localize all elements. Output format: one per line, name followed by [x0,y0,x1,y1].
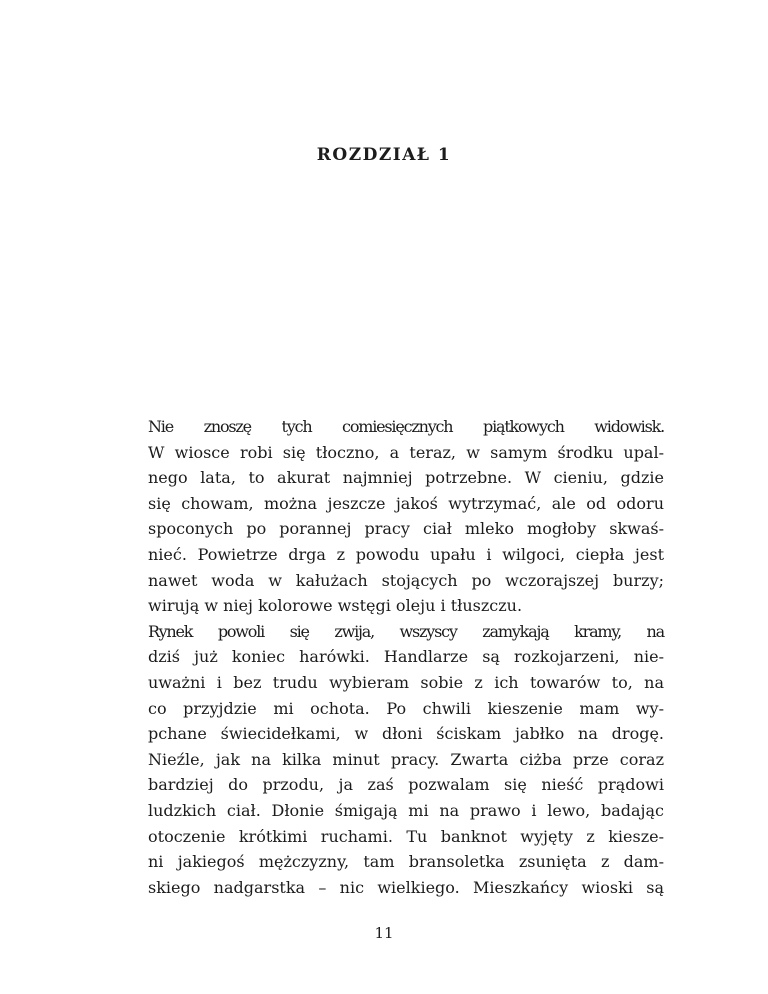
text-line: otoczenie krótkimi ruchami. Tu banknot wyjęty z kiesze- [148,826,664,846]
text-line: Rynek powoli się zwija, wszyscy zamykają kramy, na [148,621,664,641]
text-line: W wiosce robi się tłoczno, a teraz, w samym środku upal- [148,442,664,462]
paragraph-1 [118,414,664,619]
text-line: Nieźle, jak na kilka minut pracy. Zwarta ciżba prze coraz [148,749,664,769]
text-line: wirują w niej kolorowe wstęgi oleju i tłuszczu. [148,596,523,616]
text-line: uważni i bez trudu wybieram sobie z ich towarów to, na [148,672,664,692]
chapter-title: ROZDZIAŁ 1 [316,145,452,165]
paragraph-2 [118,619,664,901]
text-line: nawet woda w kałużach stojących po wczorajszej burzy; [148,570,664,590]
text-line: co przyjdzie mi ochota. Po chwili kieszenie mam wy- [148,698,664,718]
text-line: dziś już koniec harówki. Handlarze są rozkojarzeni, nie- [148,647,664,667]
text-line: ludzkich ciał. Dłonie śmigają mi na prawo i lewo, badając [148,800,664,820]
text-line: bardziej do przodu, ja zaś pozwalam się nieść prądowi [148,775,664,795]
text-line: się chowam, można jeszcze jakoś wytrzymać, ale od odoru [148,493,664,513]
text-line: nieć. Powietrze drga z powodu upału i wilgoci, ciepła jest [148,544,664,564]
text-line: Nie znoszę tych comiesięcznych piątkowych widowisk. [148,417,664,436]
text-line: spoconych po porannej pracy ciał mleko mogłoby skwaś- [148,519,664,539]
text-line: skiego nadgarstka – nic wielkiego. Mieszkańcy wioski są [148,877,664,897]
text-line: ni jakiegoś mężczyzny, tam bransoletka zsunięta z dam- [148,852,664,872]
text-line: nego lata, to akurat najmniej potrzebne. W cieniu, gdzie [148,468,664,488]
text-line: pchane świecidełkami, w dłoni ściskam jabłko na drogę. [148,724,664,744]
page-number: 11 [374,924,394,942]
body-text [118,414,664,900]
